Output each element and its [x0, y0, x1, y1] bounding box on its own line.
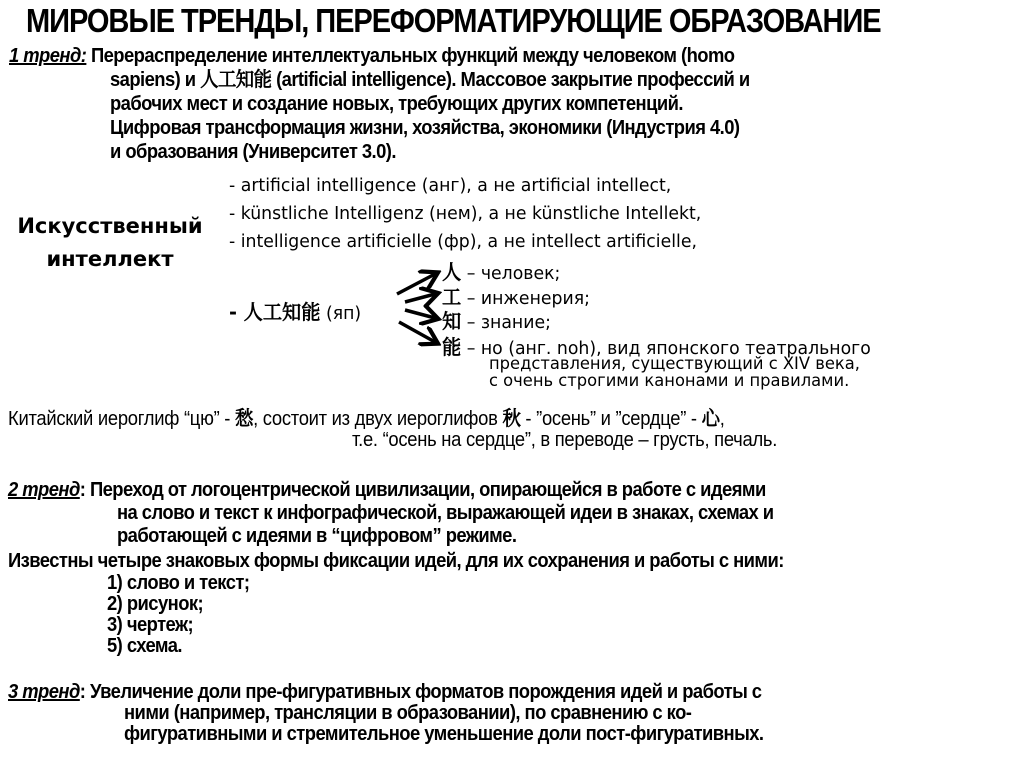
- trend2-first-line: [8, 478, 766, 502]
- kanji-char: 工: [442, 285, 462, 309]
- page-title: МИРОВЫЕ ТРЕНДЫ, ПЕРЕФОРМАТИРУЮЩИЕ ОБРАЗОВАНИЕ: [26, 2, 881, 39]
- trend2-line-1: на слово и текст к инфографической, выражающей идеи в знаках, схемах и: [117, 502, 774, 524]
- chinese-text-a: Китайский иероглиф “цю” -: [8, 408, 235, 430]
- kanji-meaning: – человек;: [466, 263, 561, 284]
- kanji-char: 知: [442, 309, 462, 333]
- trend3-line-0: Увеличение доли пре-фигуративных форматов порождения идей и работы с: [85, 681, 762, 703]
- trend1-line-0: Перераспределение интеллектуальных функций между человеком (homo: [90, 45, 735, 67]
- char-qiu: 秋: [502, 406, 521, 430]
- trend1-line-4: и образования (Университет 3.0).: [110, 141, 396, 163]
- ai-label-line2: интеллект: [46, 247, 174, 271]
- forms-item-3: 3) чертеж;: [107, 614, 194, 636]
- trend3-label: 3 тренд: [8, 681, 80, 703]
- kanji-meaning: – но (анг. noh), вид японского театрального: [466, 338, 871, 359]
- japanese-prefix: -: [229, 300, 244, 324]
- trend3-line-1: ними (например, трансляции в образовании), по сравнению с ко-: [124, 702, 692, 724]
- trend2-line-0: Переход от логоцентрической цивилизации, опирающейся в работе с идеями: [85, 479, 766, 501]
- trend3-colon: :: [79, 681, 86, 703]
- kanji-meaning: – знание;: [466, 312, 551, 333]
- kanji-char: 能: [442, 335, 462, 359]
- chinese-text-d: ,: [719, 408, 725, 430]
- kanji-meaning: – инженерия;: [466, 288, 590, 309]
- branch-arrows-icon: [395, 262, 445, 362]
- japanese-word: 人工知能: [243, 300, 321, 324]
- char-chou: 愁: [234, 406, 254, 430]
- noh-line-2: с очень строгими канонами и правилами.: [489, 371, 850, 391]
- ai-term-german: - künstliche Intelligenz (нем), а не künstliche Intellekt,: [229, 203, 702, 224]
- chinese-text-c: - ”осень” и ”сердце” -: [520, 408, 702, 430]
- trend1-label: 1 тренд:: [9, 45, 87, 67]
- trend1-line-1: sapiens) и 人工知能 (artificial intelligence). Массовое закрытие профессий и: [110, 69, 750, 91]
- trend2-line-2: работающей с идеями в “цифровом” режиме.: [117, 525, 517, 547]
- chinese-text-b: , состоит из двух иероглифов: [253, 408, 503, 430]
- ai-term-french: - intelligence artificielle (фр), а не intellect artificielle,: [229, 231, 697, 252]
- trend1-line-3: Цифровая трансформация жизни, хозяйства, экономики (Индустрия 4.0): [110, 117, 740, 139]
- trend2-label: 2 тренд: [8, 479, 80, 501]
- trend1-first-line: [9, 44, 734, 68]
- kanji-char: 人: [442, 260, 462, 284]
- ai-label-line1: Искусственный: [17, 214, 203, 238]
- forms-intro: Известны четыре знаковых формы фиксации идей, для их сохранения и работы с ними:: [8, 550, 784, 572]
- ai-section-label: [0, 210, 220, 276]
- trend3-line-2: фигуративными и стремительное уменьшение доли пост-фигуративных.: [124, 723, 764, 745]
- trend2-colon: :: [79, 479, 86, 501]
- ai-term-japanese: [229, 298, 361, 328]
- forms-item-1: 1) слово и текст;: [107, 572, 250, 594]
- trend1-line-2: рабочих мест и создание новых, требующих других компетенций.: [110, 93, 683, 115]
- ai-term-english: - artificial intelligence (анг), а не artificial intellect,: [229, 175, 672, 196]
- char-xin: 心: [701, 406, 720, 430]
- chinese-line-2: т.е. “осень на сердце”, в переводе – грусть, печаль.: [352, 429, 778, 451]
- forms-item-4: 5) схема.: [107, 635, 182, 657]
- japanese-suffix: (яп): [320, 303, 362, 324]
- forms-item-2: 2) рисунок;: [107, 593, 204, 615]
- noh-line-1: представления, существующий с XIV века,: [489, 354, 860, 374]
